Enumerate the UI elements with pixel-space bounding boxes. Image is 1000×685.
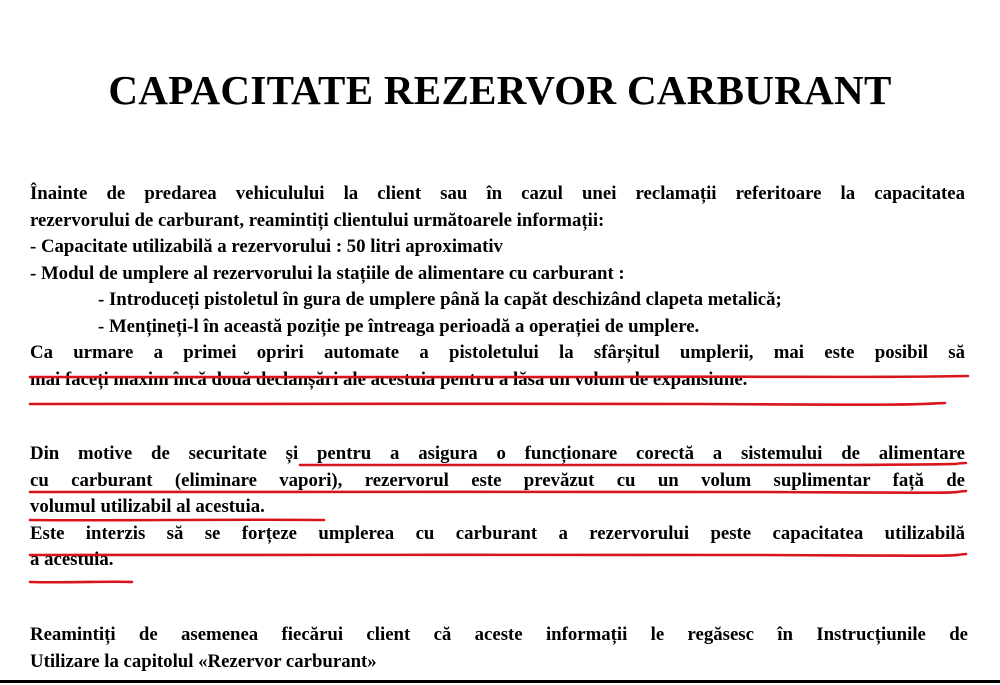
security-line-3-end: . (260, 496, 265, 517)
warning-line-2: a acestuia. (30, 549, 114, 570)
list-item-capacity: - Capacitate utilizabilă a rezervorului : 50 litri aproximativ (30, 236, 503, 257)
list-subitem-insert-nozzle: - Introduceți pistoletul în gura de umplere până la capăt deschizând clapeta metalică; (98, 289, 782, 310)
bottom-rule (0, 680, 1000, 683)
intro-line-2: rezervorului de carburant, reamintiți clientului următoarele informații: (30, 209, 605, 231)
list-subitem-hold-position: - Mențineți-l în această poziție pe întreaga perioadă a operației de umplere. (98, 315, 700, 337)
page-title: CAPACITATE REZERVOR CARBURANT (108, 67, 892, 113)
underline-warning-2 (30, 582, 132, 583)
followup-line-1: Ca urmare a primei opriri automate a pistoletului la sfârșitul umplerii, mai este posibil să (30, 342, 965, 363)
security-line-2: cu carburant (eliminare vapori), rezervorul este prevăzut cu un volum suplimentar față de (30, 469, 965, 491)
list-item-fill-mode: - Modul de umplere al rezervorului la stațiile de alimentare cu carburant : (30, 262, 625, 284)
reminder-line-2: Utilizare la capitolul «Rezervor carburant» (30, 650, 377, 672)
underline-followup-2 (30, 403, 945, 405)
instructions-block (30, 181, 965, 393)
reminder-paragraph (30, 622, 968, 675)
security-line-1-rest: pentru a asigura o funcționare corectă a sistemului de alimentare (316, 443, 965, 464)
followup-line-2: mai faceți maxim încă două declanșări ale acestuia pentru a lăsa un volum de expansiune. (30, 368, 748, 390)
security-line-3-text: volumul utilizabil al acestuia (30, 496, 261, 517)
security-line-3 (30, 494, 965, 521)
reminder-line-1: Reamintiți de asemenea fiecărui client că aceste informații le regăsesc în Instrucțiunile de (30, 624, 968, 645)
security-lead: Din motive de securitate și (30, 443, 317, 464)
warning-line-1: Este interzis să se forțeze umplerea cu carburant a rezervorului peste capacitatea utilizabilă (30, 522, 965, 544)
intro-line-1: Înainte de predarea vehiculului la client sau în cazul unei reclamații referitoare la capacitatea (30, 183, 965, 204)
security-line-1 (30, 441, 965, 468)
security-paragraph (30, 441, 965, 574)
